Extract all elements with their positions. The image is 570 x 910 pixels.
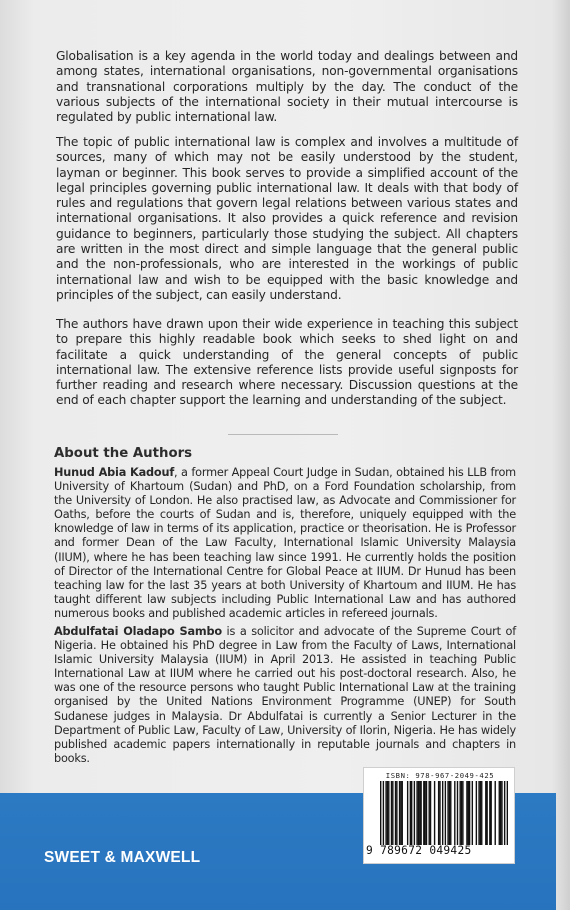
about-authors-heading: About the Authors — [54, 446, 193, 461]
barcode-number: 9 789672 049425 — [366, 844, 472, 857]
blurb-paragraph-2: The topic of public international law is complex and involves a multitude of sources, many of which may not be easily understood by the student, layman or beginner. This book serves to provide a simplified account of the legal principles governing public international law. It deals with that body of rules and regulations that govern legal relations between various states and international organisations. It also provides a quick reference and revision guidance to beginners, particularly those studying the subject. All chapters are written in the most direct and simple language that the general public and the non-professionals, who are interested in the workings of public international law and wish to be equipped with the basic knowledge and principles of the subject, can easily understand. — [56, 135, 518, 302]
barcode-bar — [388, 781, 389, 845]
isbn-label: ISBN: 978-967-2049-425 — [385, 771, 495, 780]
barcode-bar — [423, 781, 424, 845]
author-2-name: Abdulfatai Oladapo Sambo — [54, 625, 222, 638]
barcode-bar — [499, 781, 500, 845]
barcode-bar — [489, 781, 490, 845]
barcode-bar — [383, 781, 384, 845]
barcode-bar — [419, 781, 420, 845]
barcode-bar — [430, 781, 431, 845]
barcode-bars — [380, 781, 508, 845]
barcode-bar — [442, 781, 443, 845]
barcode-bar — [472, 781, 473, 845]
barcode-bar — [387, 781, 388, 845]
barcode-bar — [395, 781, 396, 845]
barcode-bar — [396, 781, 397, 845]
blurb-paragraph-3: The authors have drawn upon their wide experience in teaching this subject to prepare this highly readable book which seeks to shed light on and facilitate a quick understanding of the general concepts of public international law. The extensive reference lists provide useful signposts for further reading and research where necessary. Discussion questions at the end of each chapter support the learning and understanding of the subject. — [56, 317, 518, 408]
author-1-bio — [54, 466, 516, 621]
barcode-bar — [410, 781, 411, 845]
barcode-bar — [399, 781, 400, 845]
barcode-bar — [481, 781, 482, 845]
barcode-bar — [438, 781, 439, 845]
barcode-bar — [461, 781, 462, 845]
author-1-bio-text: , a former Appeal Court Judge in Sudan, obtained his LLB from University of Khartoum (Sudan) and PhD, on a Ford Foundation scholarship, from the University of London. He also practised law, as Advocate and Commissioner for Oaths, before the courts of Sudan and is, therefore, uniquely equipped with the knowledge of law in terms of its application, practice or theorisation. He is Professor and former Dean of the Law Faculty, International Islamic University Malaysia (IIUM), where he has been teaching law since 1991. He currently holds the position of Director of the International Centre for Global Peace at IIUM. Dr Hunud has been teaching law for the last 35 years at both University of Khartoum and IIUM. He has taught different law subjects including Public International Law and has authored numerous books and published academic articles in refereed journals. — [54, 466, 516, 620]
barcode-bar — [480, 781, 481, 845]
barcode-bar — [454, 781, 455, 845]
barcode-bar — [392, 781, 393, 845]
barcode-bar — [501, 781, 502, 845]
barcode-bar — [486, 781, 487, 845]
barcode-bar — [434, 781, 435, 845]
barcode-bar — [449, 781, 450, 845]
barcode-bar — [424, 781, 425, 845]
barcode-bar — [418, 781, 419, 845]
barcode-bar — [439, 781, 440, 845]
barcode-bar — [457, 781, 458, 845]
barcode-bar — [490, 781, 491, 845]
barcode-bar — [380, 781, 381, 845]
section-divider — [228, 434, 338, 435]
barcode-bar — [450, 781, 451, 845]
barcode-bar — [391, 781, 392, 845]
barcode-bar — [485, 781, 486, 845]
barcode-bar — [420, 781, 421, 845]
barcode-bar — [416, 781, 417, 845]
barcode-bar — [400, 781, 401, 845]
barcode-bar — [407, 781, 408, 845]
barcode-bar — [476, 781, 477, 845]
barcode-bar — [414, 781, 415, 845]
barcode-bar — [445, 781, 446, 845]
author-2-bio-text: is a solicitor and advocate of the Supreme Court of Nigeria. He obtained his PhD degree in Law from the Faculty of Laws, International Islamic University Malaysia (IIUM) in April 2013. He assisted in teaching Public International Law at IIUM where he carried out his post-doctoral research. Also, he was one of the resource persons who taught Public International Law at the training organised by the United Nations Environment Programme (UNEP) for South Sudanese judges in Malaysia. Dr Abdulfatai is currently a Senior Lecturer in the Department of Public Law, Faculty of Law, University of Ilorin, Nigeria. He has widely published academic papers internationally in reputable journals and chapters in books. — [54, 625, 516, 765]
barcode-bar — [495, 781, 496, 845]
barcode-bar — [459, 781, 460, 845]
barcode-bar — [402, 781, 403, 845]
barcode-bar — [507, 781, 508, 845]
barcode-bar — [447, 781, 448, 845]
barcode-bar — [469, 781, 470, 845]
blurb-paragraph-1: Globalisation is a key agenda in the world today and dealings between and among states, international organisations, non-governmental organisations and transnational corporations multiply by the day. The conduct of the various subjects of the international society in their mutual intercourse is regulated by public international law. — [56, 49, 518, 125]
barcode-bar — [500, 781, 501, 845]
barcode-bar — [411, 781, 412, 845]
barcode-bar — [429, 781, 430, 845]
barcode-bar — [426, 781, 427, 845]
barcode-bar — [468, 781, 469, 845]
barcode-bar — [504, 781, 505, 845]
spine-shadow — [552, 0, 570, 910]
barcode-bar — [385, 781, 386, 845]
barcode-box — [363, 767, 515, 864]
barcode-bar — [478, 781, 479, 845]
author-1-name: Hunud Abia Kadouf — [54, 466, 175, 479]
barcode-bar — [466, 781, 467, 845]
publisher-logo-text: SWEET & MAXWELL — [44, 849, 201, 866]
author-2-bio — [54, 625, 516, 766]
barcode-bar — [462, 781, 463, 845]
